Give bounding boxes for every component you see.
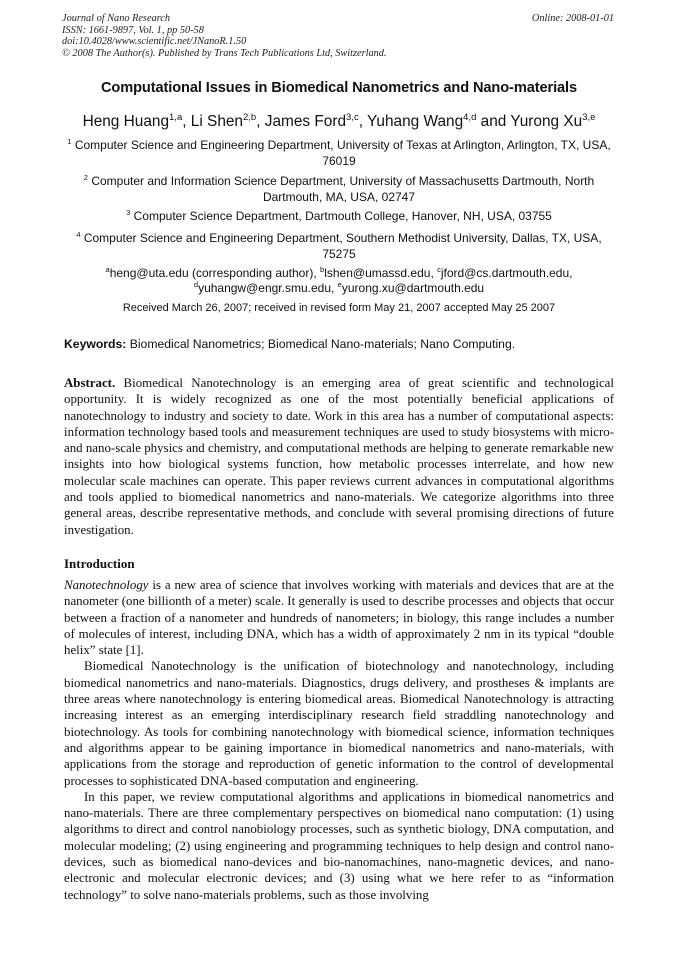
author-affil-mark: 1,a	[169, 112, 183, 123]
email-mark: d	[193, 279, 199, 289]
author-name: Yurong Xu	[510, 113, 583, 130]
author	[510, 113, 595, 130]
author-emails	[62, 266, 616, 295]
emphasized-term: Nanotechnology	[64, 578, 149, 592]
abstract-label: Abstract.	[64, 376, 116, 390]
affiliation	[62, 138, 616, 169]
author-name: Heng Huang	[82, 113, 170, 130]
author	[265, 113, 367, 130]
online-date: Online: 2008-01-01	[531, 13, 614, 24]
email[interactable]: heng@uta.edu (corresponding author),	[109, 266, 321, 280]
affiliation-number: 1	[67, 137, 72, 146]
paragraph-text: is a new area of science that involves working with materials and devices that are at the nanometer (one billionth of a meter) scale. It generally is used to describe processes and objects that occur between a fraction of a nanometer and hundreds of nanometers; in biology, this range includes a number of molecules of interest, including DNA, which has a width of approximately 2 nm in its typical “double helix” state [1].	[64, 578, 614, 658]
email[interactable]: yurong.xu@dartmouth.edu	[341, 280, 485, 295]
email-mark: b	[320, 265, 325, 274]
email-mark: a	[105, 265, 110, 274]
author-affil-mark: 4,d	[463, 112, 477, 123]
author-separator: ,	[256, 113, 265, 130]
author	[191, 113, 265, 130]
journal-name: Journal of Nano Research	[62, 13, 171, 24]
author-name: Yuhang Wang	[367, 113, 464, 130]
paragraph	[64, 577, 614, 658]
received-dates: Received March 26, 2007; received in revised form May 21, 2007 accepted May 25 2007	[122, 302, 556, 314]
journal-issn: ISSN: 1661-9897, Vol. 1, pp 50-58	[62, 24, 204, 36]
keywords	[64, 337, 515, 351]
keywords-text: Biomedical Nanometrics; Biomedical Nano-materials; Nano Computing.	[126, 337, 516, 351]
affiliation-number: 3	[126, 208, 131, 217]
introduction-body	[64, 577, 614, 903]
section-heading-introduction: Introduction	[64, 556, 135, 571]
journal-header	[62, 13, 386, 59]
affiliation-number: 4	[76, 230, 81, 239]
affiliation-text: Computer and Information Science Department, University of Massachusetts Dartmouth, North Dartmouth, MA, USA, 02747	[91, 174, 595, 204]
email[interactable]: jford@cs.dartmouth.edu,	[440, 266, 573, 280]
journal-doi: doi:10.4028/www.scientific.net/JNanoR.1.50	[62, 36, 247, 48]
email-mark: c	[437, 265, 441, 274]
affiliation-number: 2	[83, 173, 88, 182]
email[interactable]: yuhangw@engr.smu.edu,	[198, 280, 338, 295]
author	[367, 113, 510, 130]
author-list	[20, 113, 658, 131]
email-mark: e	[337, 279, 342, 289]
author-name: James Ford	[264, 113, 347, 130]
author-separator: ,	[358, 113, 368, 130]
affiliation-text: Computer Science and Engineering Department, University of Texas at Arlington, Arlington, TX, USA, 76019	[74, 138, 611, 168]
author-affil-mark: 2,b	[243, 112, 257, 123]
affiliation-text: Computer Science and Engineering Department, Southern Methodist University, Dallas, TX, USA, 75275	[83, 231, 602, 261]
author-separator: ,	[182, 113, 191, 130]
paragraph: In this paper, we review computational algorithms and applications in biomedical nanometrics and nano-materials. There are three complementary perspectives on biomedical nano computation: (1) using algorithms to direct and control nanobiology processes, such as synthetic biology, DNA computation, and molecular modeling; (2) using engineering and programming techniques to help design and control nano-devices, such as biomedical nano-devices and bio-nanomachines, nano-magnetic devices, and nano-electronic and molecular electronic devices; and (3) using what we here refer to as “information technology” to solve nano-materials problems, such as those involving	[64, 789, 614, 902]
email[interactable]: lshen@umassd.edu,	[324, 266, 438, 280]
author-name: Li Shen	[190, 113, 243, 130]
author-affil-mark: 3,e	[582, 112, 596, 123]
author-affil-mark: 3,c	[346, 112, 359, 123]
keywords-label: Keywords:	[64, 337, 127, 351]
abstract	[64, 375, 614, 538]
abstract-text: Biomedical Nanotechnology is an emerging area of great scientific and technological opportunity. It is widely recognized as one of the most potentially beneficial applications of nanotechnology to industry and society to date. Work in this area has a number of computational aspects: information technology based tools and measurement techniques are used to study biosystems with micro- and nano-scale physics and chemistry, and computational methods are helping to generate remarkable new insights into how biological systems function, how metabolic processes interrelate, and how new molecular scale machines can operate. This paper reviews current advances in computational algorithms and tools applied to biomedical nanometrics and nano-materials. We categorize algorithms into three general areas, describe representative methods, and conclude with several promising directions of future investigation.	[64, 376, 614, 537]
affiliation	[62, 209, 616, 225]
paper-title: Computational Issues in Biomedical Nanometrics and Nano-materials	[100, 80, 578, 96]
author-separator: and	[476, 113, 511, 130]
affiliation	[62, 174, 616, 205]
journal-copyright: © 2008 The Author(s). Published by Trans Tech Publications Ltd, Switzerland.	[62, 47, 387, 59]
paragraph: Biomedical Nanotechnology is the unification of biotechnology and nanotechnology, including biomedical nanometrics and nano-materials. Diagnostics, drugs delivery, and prostheses & implants are three areas where nanotechnology is entering biomedical areas. Biomedical Nanotechnology is attracting increasing interest as an emerging interdisciplinary research field straddling nanotechnology and biotechnology. As tools for combining nanotechnology with biomedical science, information techniques and algorithms appear to be gaining importance in biomedical nanometrics and nano-materials, with applications from the storage and reproduction of genetic information to the control of developmental processes to sophisticated DNA-based computation and engineering.	[64, 659, 614, 788]
affiliation	[62, 231, 616, 262]
affiliation-text: Computer Science Department, Dartmouth College, Hanover, NH, USA, 03755	[133, 209, 552, 223]
author	[83, 113, 191, 130]
